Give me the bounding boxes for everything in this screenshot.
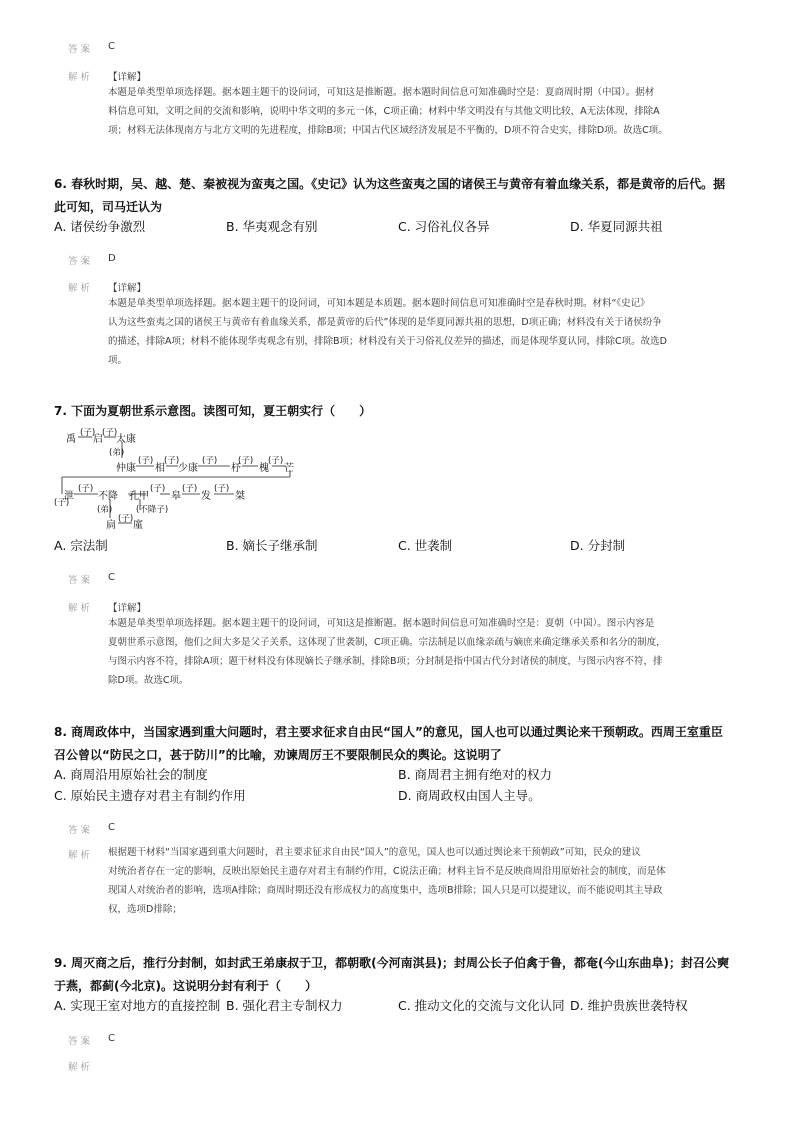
ruler-zhu: 杼 (231, 463, 241, 474)
q7-option-b[interactable]: B. 嫡长子继承制 (226, 538, 318, 553)
answer-label: 答案 (68, 44, 94, 55)
q8-option-b[interactable]: B. 商周君主拥有绝对的权力 (398, 767, 553, 782)
relation-son: (子) (182, 484, 198, 494)
ruler-taikang: 太康 (116, 434, 136, 445)
detail-heading: 【详解】 (108, 72, 147, 83)
ruler-jiong: 扃 (106, 520, 116, 531)
explanation-line: 项；材料无法体现南方与北方文明的先进程度，排除B项；中国古代区域经济发展是不平衡的，D项不符合史实，排除D项。故选C项。 (108, 125, 668, 136)
ruler-fa: 发 (201, 491, 211, 502)
q9-stem (54, 952, 740, 998)
explanation-line: 料信息可知，文明之间的交流和影响，说明中华文明的多元一体，C项正确；材料中华文明没有与其他文明比较，A无法体现，排除A (108, 106, 660, 117)
relation-son: (子) (150, 484, 166, 494)
q6-option-a[interactable]: A. 诸侯纷争激烈 (54, 219, 146, 234)
question-line: 召公曾以“防民之口，甚于防川”的比喻，劝谏周厉王不要限制民众的舆论。这说明了 (54, 748, 502, 762)
q8-explanation (108, 843, 722, 919)
explanation-line: 项。 (108, 355, 128, 366)
q9-option-a[interactable]: A. 实现王室对地方的直接控制 (54, 998, 221, 1013)
analysis-label: 解析 (68, 850, 94, 861)
detail-heading: 【详解】 (108, 283, 147, 294)
answer-label: 答案 (68, 575, 94, 586)
ruler-zhongkang: 仲康 (116, 463, 136, 474)
question-line: 8. 商周政体中，当国家遇到重大问题时，君主要求征求自由民“国人”的意见，国人也可以通过舆论来干预朝政。西周王室重臣 (54, 725, 723, 739)
answer-label: 答案 (68, 825, 94, 836)
relation-son: (子) (238, 456, 254, 466)
ruler-shaokang: 少康 (178, 463, 198, 474)
q9-option-c[interactable]: C. 推动文化的交流与文化认同 (398, 998, 565, 1013)
explanation-line: 根据题干材料“当国家遇到重大问题时，君主要求征求自由民“国人”的意见，国人也可以通过舆论来干预朝政”可知，民众的建议 (108, 847, 641, 858)
explanation-line: 的描述，排除A项；材料不能体现华夷观念有别，排除B项；材料没有关于习俗礼仪差异的描述，而是体现华夏认同，排除C项。故选D (108, 336, 667, 347)
relation-son: (子) (78, 484, 94, 494)
explanation-line: 本题是单类型单项选择题。据本题主题干的设问词，可知这是推断题。据本题时间信息可知准确时空是：夏朝（中国）。图示内容是 (108, 618, 655, 629)
q7-option-a[interactable]: A. 宗法制 (54, 538, 108, 553)
analysis-label: 解析 (68, 72, 94, 83)
relation-son: (子) (138, 456, 154, 466)
relation-son: (子) (202, 456, 218, 466)
q6-option-d[interactable]: D. 华夏同源共祖 (570, 219, 663, 234)
q8-answer: C (108, 822, 115, 833)
q5-answer: C (108, 41, 115, 52)
question-line: 6. 春秋时期，吴、越、楚、秦被视为蛮夷之国。《史记》认为这些蛮夷之国的诸侯王与黄帝有着血缘关系，都是黄帝的后代。据 (54, 177, 726, 191)
q7-option-c[interactable]: C. 世袭制 (398, 538, 453, 553)
q6-option-b[interactable]: B. 华夷观念有别 (226, 219, 318, 234)
q8-option-c[interactable]: C. 原始民主遗存对君主有制约作用 (54, 788, 246, 803)
q8-option-a[interactable]: A. 商周沿用原始社会的制度 (54, 767, 208, 782)
explanation-line: 夏朝世系示意图，他们之间大多是父子关系，这体现了世袭制，C项正确。宗法制是以血缘亲疏与嫡庶来确定继承关系和名分的制度， (108, 637, 666, 648)
ruler-kongjia: 孔甲 (129, 491, 149, 502)
explanation-line: 本题是单类型单项选择题。据本题主题干的设问词，可知这是推断题。据本题时间信息可知准确时空是：夏商周时期（中国）。据材 (108, 87, 655, 98)
q6-option-c[interactable]: C. 习俗礼仪各异 (398, 219, 490, 234)
question-line: 7. 下面为夏朝世系示意图。读图可知，夏王朝实行（ ） (54, 404, 372, 418)
ruler-gao: 皋 (171, 491, 181, 502)
q7-explanation (108, 614, 722, 690)
explanation-line: 权，选项D排除； (108, 904, 182, 915)
q8-option-d[interactable]: D. 商周政权由国人主导。 (398, 788, 541, 803)
explanation-line: 认为这些蛮夷之国的诸侯王与黄帝有着血缘关系，都是黄帝的后代”体现的是华夏同源共祖的思想，D项正确；材料没有关于诸侯纷争 (108, 317, 662, 328)
relation-nephew: (不降子) (136, 505, 169, 515)
analysis-label: 解析 (68, 1062, 94, 1073)
relation-son: (子) (54, 498, 70, 508)
ruler-bujiang: 不降 (98, 491, 118, 502)
explanation-line: 现国人对统治者的影响，选项A排除；商周时期还没有形成权力的高度集中，选项B排除；国人只是可以提建议，而不能说明其主导政 (108, 885, 663, 896)
q6-answer: D (108, 253, 116, 264)
explanation-line: 本题是单类型单项选择题。据本题主题干的设问词，可知本题是本质题。据本题时间信息可知准确时空是春秋时期。材料“《史记》 (108, 298, 650, 309)
relation-son: (子) (118, 514, 134, 524)
relation-brother: (弟) (109, 448, 125, 458)
answer-label: 答案 (68, 1036, 94, 1047)
relation-son: (子) (164, 456, 180, 466)
detail-heading: 【详解】 (108, 603, 147, 614)
relation-son: (子) (102, 428, 118, 438)
explanation-line: 与图示内容不符，排除A项；题干材料没有体现嫡长子继承制，排除B项；分封制是指中国古代分封诸侯的制度，与图示内容不符，排 (108, 656, 663, 667)
explanation-line: 除D项。故选C项。 (108, 675, 189, 686)
q9-option-b[interactable]: B. 强化君主专制权力 (226, 998, 343, 1013)
answer-label: 答案 (68, 256, 94, 267)
question-line: 此可知，司马迁认为 (54, 200, 163, 214)
analysis-label: 解析 (68, 603, 94, 614)
ruler-qi: 启 (93, 434, 103, 445)
ruler-mang: 芒 (284, 463, 294, 474)
q8-stem (54, 721, 740, 767)
relation-brother: (弟) (97, 505, 113, 515)
q7-option-d[interactable]: D. 分封制 (570, 538, 626, 553)
ruler-xie: 泄 (64, 491, 74, 502)
ruler-xiang: 相 (155, 463, 165, 474)
explanation-line: 对统治者存在一定的影响，反映出原始民主遗存对君主有制约作用，C说法正确；材料主旨不是反映商周沿用原始社会的制度，而是体 (108, 866, 666, 877)
q9-option-d[interactable]: D. 维护贵族世袭特权 (570, 998, 688, 1013)
ruler-huai: 槐 (259, 463, 269, 474)
relation-son: (子) (80, 428, 96, 438)
ruler-jie: 桀 (235, 491, 245, 502)
q7-answer: C (108, 572, 115, 583)
question-line: 于燕，都蓟(今北京)。这说明分封有利于（ ） (54, 979, 317, 993)
ruler-yu: 禹 (66, 434, 76, 445)
ruler-jin: 廑 (133, 520, 143, 531)
q9-answer: C (108, 1033, 115, 1044)
question-line: 9. 周灭商之后，推行分封制，如封武王弟康叔于卫，都朝歌(今河南淇县)；封周公长子伯禽于鲁，都奄(今山东曲阜)；封召公奭 (54, 956, 730, 970)
analysis-label: 解析 (68, 283, 94, 294)
relation-son: (子) (214, 484, 230, 494)
relation-son: (子) (268, 456, 284, 466)
